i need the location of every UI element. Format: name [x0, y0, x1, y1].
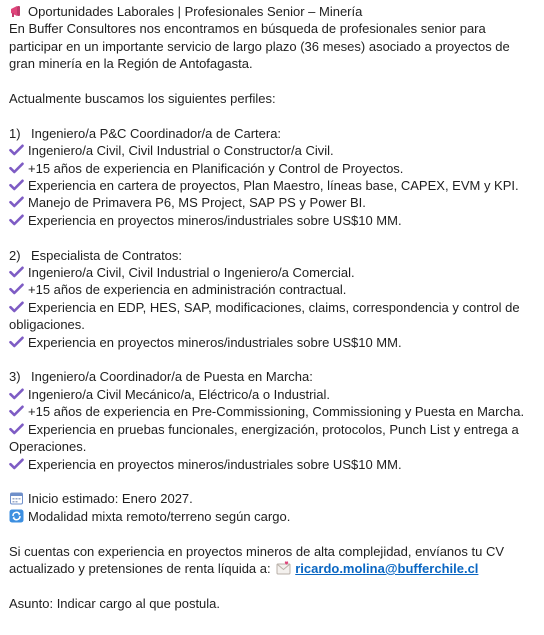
requirement-text: Ingeniero/a Civil, Civil Industrial o Ingeniero/a Comercial.: [28, 265, 355, 281]
profile-number: 2): [9, 247, 21, 263]
check-mark-icon: [9, 300, 24, 314]
start-date-text: Inicio estimado: Enero 2027.: [28, 491, 193, 507]
profile-block: [9, 247, 534, 369]
profile-title: [9, 247, 534, 264]
check-mark-icon: [9, 195, 24, 209]
start-date-row: [9, 490, 534, 507]
profiles-heading: Actualmente buscamos los siguientes perfiles:: [9, 91, 276, 107]
check-mark-icon: [9, 422, 24, 436]
cta-text: Si cuentas con experiencia en proyectos mineros de alta complejidad, envíanos tu CV actualizado y pretensiones de renta líquida a:: [9, 543, 505, 576]
check-mark-icon: [9, 404, 24, 418]
check-mark-icon: [9, 457, 24, 471]
requirement-item: [9, 456, 534, 473]
profile-title-text: Ingeniero/a P&C Coordinador/a de Cartera:: [31, 125, 282, 141]
profile-title-text: Ingeniero/a Coordinador/a de Puesta en Marcha:: [31, 369, 313, 385]
profile-block: [9, 125, 534, 247]
requirement-item: [9, 264, 534, 281]
check-mark-icon: [9, 178, 24, 192]
requirement-text: Experiencia en cartera de proyectos, Plan Maestro, líneas base, CAPEX, EVM y KPI.: [28, 178, 519, 194]
profile-title: [9, 125, 534, 142]
modality-text: Modalidad mixta remoto/terreno según cargo.: [28, 508, 291, 524]
requirement-item: [9, 403, 534, 420]
requirement-text: Experiencia en proyectos mineros/industriales sobre US$10 MM.: [28, 456, 402, 472]
requirement-text: Experiencia en proyectos mineros/industriales sobre US$10 MM.: [28, 334, 402, 350]
check-mark-icon: [9, 282, 24, 296]
requirement-text: Experiencia en proyectos mineros/industriales sobre US$10 MM.: [28, 212, 402, 228]
post-headline: Oportunidades Laborales | Profesionales Senior – Minería: [28, 4, 363, 19]
requirement-item: [9, 299, 534, 334]
requirement-item: [9, 212, 534, 229]
check-mark-icon: [9, 265, 24, 279]
profile-number: 3): [9, 369, 21, 385]
envelope-icon: [276, 561, 291, 575]
check-mark-icon: [9, 213, 24, 227]
requirement-text: Experiencia en EDP, HES, SAP, modificaciones, claims, correspondencia y control de obligaciones.: [9, 299, 520, 333]
requirement-item: [9, 386, 534, 403]
check-mark-icon: [9, 143, 24, 157]
requirement-item: [9, 142, 534, 159]
post-intro: En Buffer Consultores nos encontramos en búsqueda de profesionales senior para participar en un importante servicio de largo plazo (36 meses) asociado a proyectos de gran minería en la Región de Antofagasta.: [9, 21, 510, 72]
megaphone-icon: [9, 4, 24, 18]
calendar-icon: [9, 491, 24, 505]
requirement-text: Ingeniero/a Civil, Civil Industrial o Constructor/a Civil.: [28, 143, 334, 159]
check-mark-icon: [9, 161, 24, 175]
requirement-text: Experiencia en pruebas funcionales, energización, protocolos, Punch List y entrega a Operaciones.: [9, 421, 519, 455]
requirement-item: [9, 421, 534, 456]
requirement-item: [9, 177, 534, 194]
profiles-list: [9, 125, 534, 490]
headline-row: [9, 3, 534, 20]
check-mark-icon: [9, 335, 24, 349]
modality-row: [9, 508, 534, 525]
profile-title-text: Especialista de Contratos:: [31, 247, 183, 263]
profile-number: 1): [9, 125, 21, 141]
profile-block: [9, 368, 534, 490]
check-mark-icon: [9, 387, 24, 401]
email-link[interactable]: ricardo.molina@bufferchile.cl: [295, 560, 479, 576]
requirement-item: [9, 281, 534, 298]
subject-line: Asunto: Indicar cargo al que postula.: [9, 595, 221, 611]
profile-title: [9, 368, 534, 385]
arrows-cycle-icon: [9, 509, 24, 523]
cta-paragraph: [9, 543, 534, 578]
requirement-item: [9, 194, 534, 211]
requirement-text: Ingeniero/a Civil Mecánico/a, Eléctrico/a o Industrial.: [28, 386, 331, 402]
requirement-text: +15 años de experiencia en Pre-Commissioning, Commissioning y Puesta en Marcha.: [28, 404, 525, 420]
requirement-text: +15 años de experiencia en administración contractual.: [28, 282, 347, 298]
requirement-item: [9, 334, 534, 351]
requirement-text: Manejo de Primavera P6, MS Project, SAP PS y Power BI.: [28, 195, 366, 211]
requirement-item: [9, 160, 534, 177]
requirement-text: +15 años de experiencia en Planificación y Control de Proyectos.: [28, 160, 404, 176]
